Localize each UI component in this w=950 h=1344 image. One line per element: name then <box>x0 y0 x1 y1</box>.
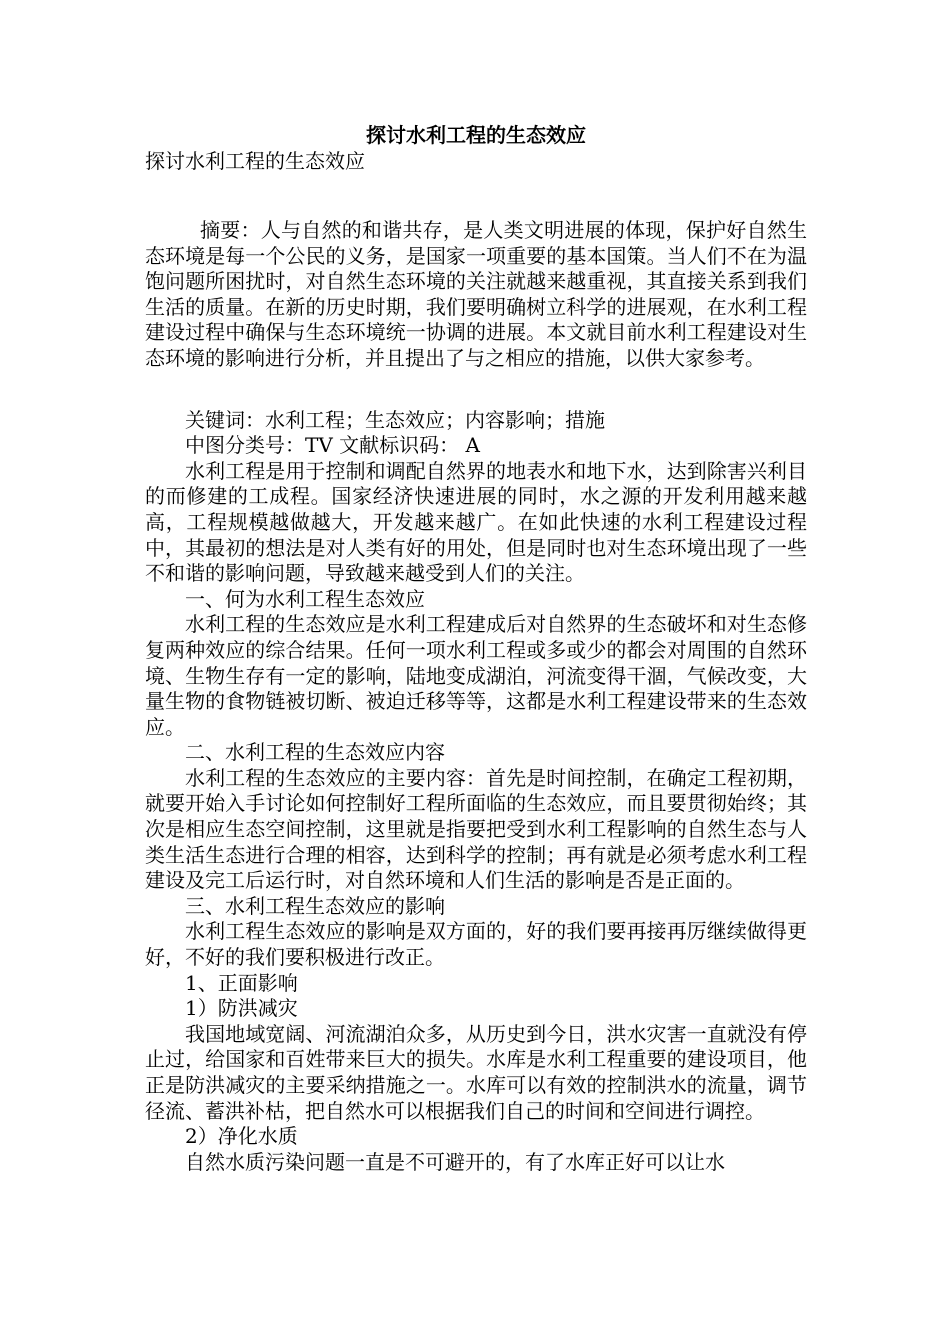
document-title: 探讨水利工程的生态效应 <box>366 123 586 147</box>
section-body-1: 水利工程的生态效应是水利工程建成后对自然界的生态破坏和对生态修复两种效应的综合结果。任何一项水利工程或多或少的都会对周围的自然环境、生物生存有一定的影响，陆地变成湖泊，河流变得干涸，气候改变，大量生物的食物链被切断、被迫迁移等等，这都是水利工程建设带来的生态效应。 <box>145 612 807 739</box>
document-page <box>145 122 807 1175</box>
abstract-paragraph: 摘要：人与自然的和谐共存，是人类文明进展的体现，保护好自然生态环境是每一个公民的义务，是国家一项重要的基本国策。当人们不在为温饱问题所困扰时，对自然生态环境的关注就越来越重视，其直接关系到我们生活的质量。在新的历史时期，我们要明确树立科学的进展观，在水利工程建设过程中确保与生态环境统一协调的进展。本文就目前水利工程建设对生态环境的影响进行分析，并且提出了与之相应的措施，以供大家参考。 <box>145 218 807 370</box>
intro-paragraph: 水利工程是用于控制和调配自然界的地表水和地下水，达到除害兴利目的而修建的工成程。国家经济快速进展的同时，水之源的开发利用越来越高，工程规模越做越大，开发越来越广。在如此快速的水利工程建设过程中，其最初的想法是对人类有好的用处，但是同时也对生态环境出现了一些不和谐的影响问题，导致越来越受到人们的关注。 <box>145 458 807 586</box>
section-body-2: 水利工程的生态效应的主要内容：首先是时间控制，在确定工程初期，就要开始入手讨论如何控制好工程所面临的生态效应，而且要贯彻始终；其次是相应生态空间控制，这里就是指要把受到水利工程影响的自然生态与人类生活生态进行合理的相容，达到科学的控制；再有就是必须考虑水利工程建设及完工后运行时，对自然环境和人们生活的影响是否是正面的。 <box>145 765 807 893</box>
spacer <box>145 174 807 218</box>
classification-line: 中图分类号：TV 文献标识码： A <box>185 433 480 458</box>
section-heading-2: 二、水利工程的生态效应内容 <box>185 740 445 765</box>
subsection-heading-flood: 1）防洪减灾 <box>185 996 298 1021</box>
subsection-body-flood: 我国地域宽阔、河流湖泊众多，从历史到今日，洪水灾害一直就没有停止过，给国家和百姓带来巨大的损失。水库是水利工程重要的建设项目，他正是防洪减灾的主要采纳措施之一。水库可以有效的控制洪水的流量，调节径流、蓄洪补枯，把自然水可以根据我们自己的时间和空间进行调控。 <box>145 1021 807 1123</box>
subsection-heading-water: 2）净化水质 <box>185 1124 298 1149</box>
spacer <box>145 372 807 408</box>
subsection-body-water: 自然水质污染问题一直是不可避开的，有了水库正好可以让水 <box>185 1149 725 1174</box>
section-body-3: 水利工程生态效应的影响是双方面的，好的我们要再接再厉继续做得更好，不好的我们要积极进行改正。 <box>145 919 807 970</box>
keywords-line: 关键词：水利工程；生态效应；内容影响；措施 <box>185 407 605 432</box>
section-heading-3: 三、水利工程生态效应的影响 <box>185 893 445 918</box>
section-heading-1: 一、何为水利工程生态效应 <box>185 586 425 611</box>
subsection-heading-positive: 1、正面影响 <box>185 970 298 995</box>
document-subtitle: 探讨水利工程的生态效应 <box>145 149 365 173</box>
